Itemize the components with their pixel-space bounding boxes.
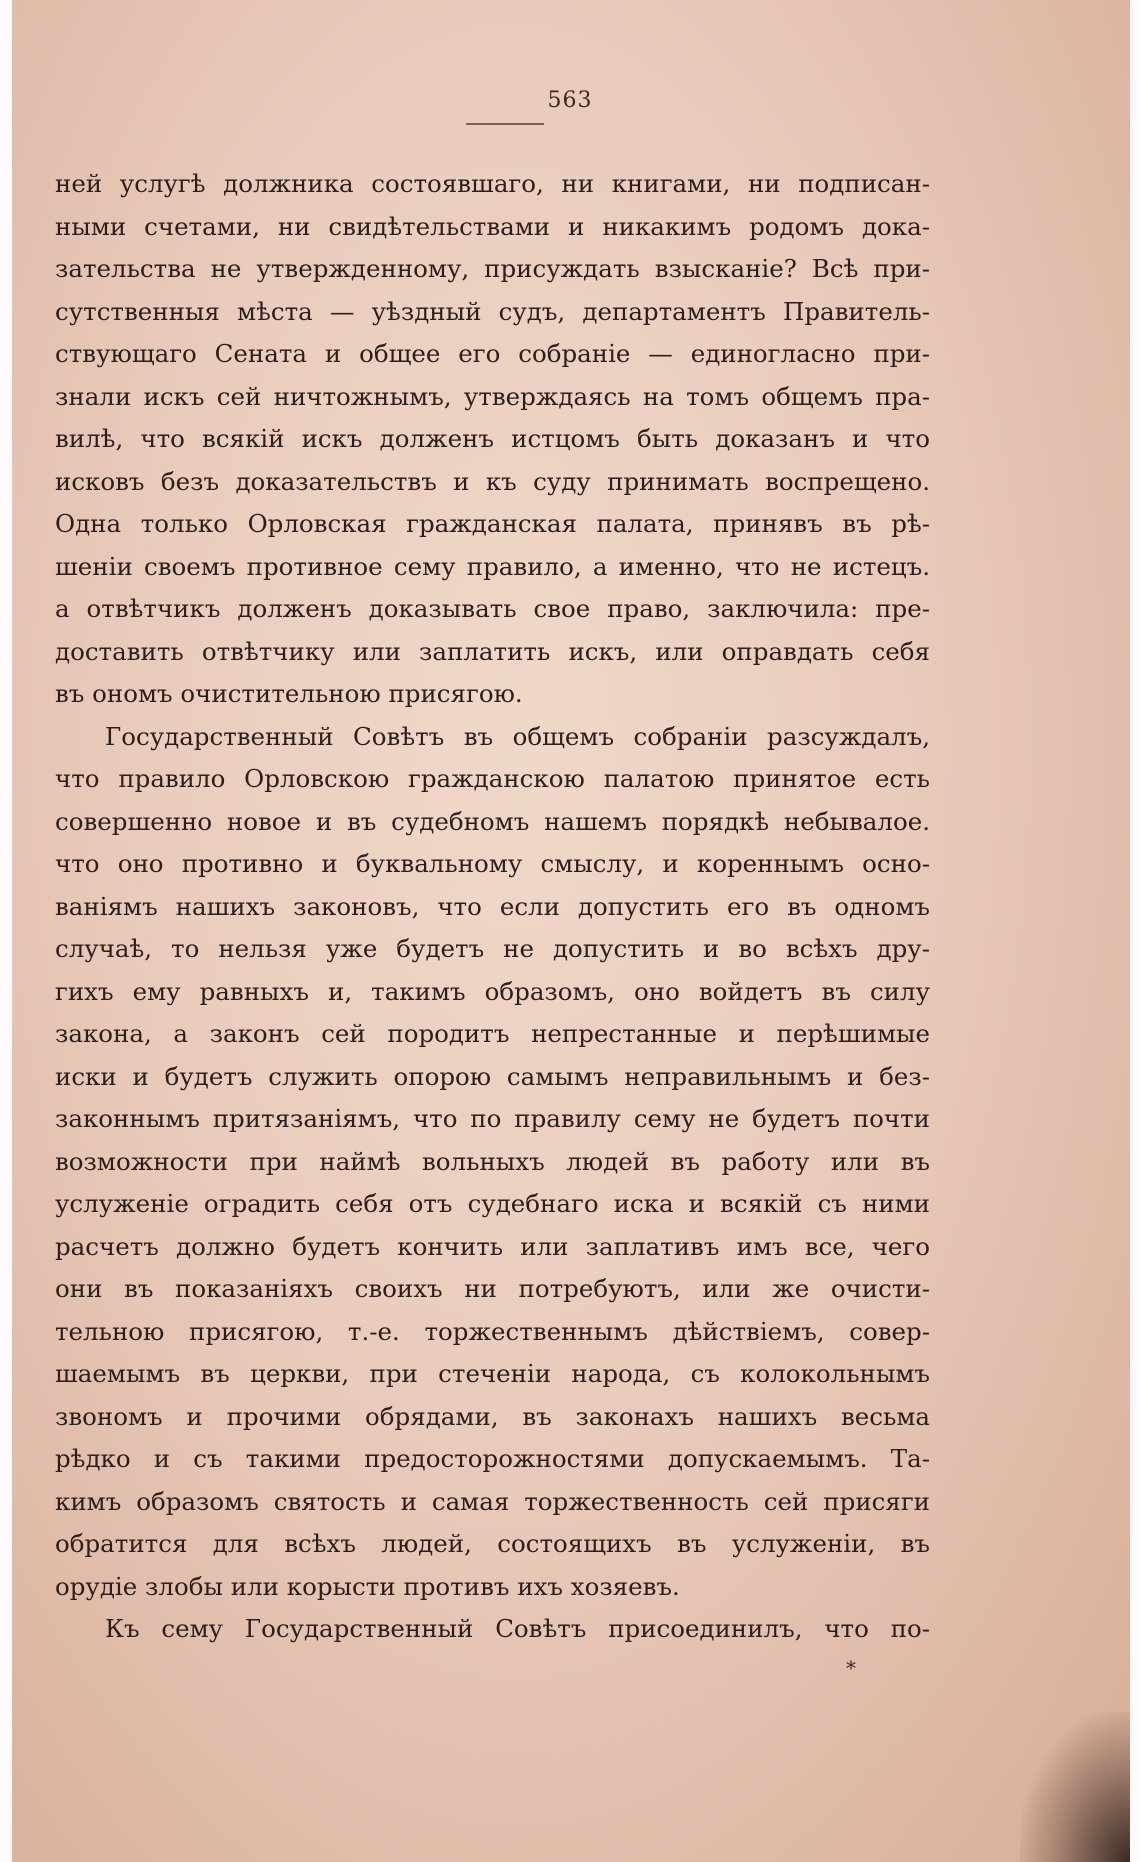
text-line: обратится для всѣхъ людей, состоящихъ въ услуженіи, въ bbox=[55, 1529, 930, 1558]
text-line: иски и будетъ служить опорою самымъ неправильнымъ и без- bbox=[55, 1061, 930, 1091]
text-line: кимъ образомъ святость и самая торжественность сей присяги bbox=[55, 1486, 930, 1516]
text-line: доставить отвѣтчику или заплатить искъ, или оправдать себя bbox=[55, 636, 930, 666]
text-line: орудіе злобы или корысти противъ ихъ хозяевъ. bbox=[55, 1571, 680, 1601]
text-line: ными счетами, ни свидѣтельствами и никакимъ родомъ дока- bbox=[55, 211, 930, 241]
text-line: возможности при наймѣ вольныхъ людей въ работу или въ bbox=[55, 1146, 930, 1176]
page-number: 563 bbox=[547, 88, 593, 113]
text-line: тельною присягою, т.-е. торжественнымъ дѣйствіемъ, совер- bbox=[55, 1316, 930, 1346]
body-text bbox=[55, 163, 930, 1651]
text-line: сутственныя мѣста — уѣздный судъ, департаментъ Правитель- bbox=[55, 296, 930, 326]
page-number-rule bbox=[466, 123, 544, 125]
text-line: а отвѣтчикъ долженъ доказывать свое право, заключила: пре- bbox=[55, 594, 930, 623]
text-line: зательства не утвержденному, присуждать взысканіе? Всѣ при- bbox=[55, 254, 930, 283]
text-line: знали искъ сей ничтожнымъ, утверждаясь на томъ общемъ пра- bbox=[55, 381, 930, 411]
text-line: въ ономъ очистительною присягою. bbox=[55, 679, 523, 708]
signature-mark: * bbox=[846, 1656, 856, 1680]
text-line: что правило Орловскою гражданскою палатою принятое есть bbox=[55, 764, 930, 793]
text-line: звономъ и прочими обрядами, въ законахъ нашихъ весьма bbox=[55, 1401, 930, 1431]
text-line: закона, а законъ сей породитъ непрестанные и перѣшимые bbox=[55, 1019, 930, 1048]
text-line: ствующаго Сената и общее его собраніе — единогласно при- bbox=[55, 339, 930, 368]
paragraph-first-line: Государственный Совѣтъ въ общемъ собраніи разсуждалъ, bbox=[105, 721, 930, 751]
text-line: что оно противно и буквальному смыслу, и кореннымъ осно- bbox=[55, 849, 930, 878]
text-line: совершенно новое и въ судебномъ нашемъ порядкѣ небывалое. bbox=[55, 806, 930, 836]
text-line: ней услугѣ должника состоявшаго, ни книгами, ни подписан- bbox=[55, 169, 930, 198]
text-line: расчетъ должно будетъ кончить или заплативъ имъ все, чего bbox=[55, 1231, 930, 1261]
text-line: ваніямъ нашихъ законовъ, что если допустить его въ одномъ bbox=[55, 891, 930, 921]
text-line: рѣдко и съ такими предосторожностями допускаемымъ. Та- bbox=[55, 1444, 930, 1473]
text-line: Одна только Орловская гражданская палата, принявъ въ рѣ- bbox=[55, 509, 930, 538]
text-line: законнымъ притязаніямъ, что по правилу сему не будетъ почти bbox=[55, 1104, 930, 1133]
text-line: шаемымъ въ церкви, при стеченіи народа, съ колокольнымъ bbox=[55, 1359, 930, 1388]
paragraph-first-line: Къ сему Государственный Совѣтъ присоединилъ, что по- bbox=[105, 1614, 930, 1643]
page-shadow bbox=[1020, 1712, 1130, 1862]
text-line: услуженіе оградить себя отъ судебнаго иска и всякій съ ними bbox=[55, 1189, 930, 1218]
text-line: они въ показаніяхъ своихъ ни потребуютъ, или же очисти- bbox=[55, 1274, 930, 1303]
text-line: гихъ ему равныхъ и, такимъ образомъ, оно войдетъ въ силу bbox=[55, 976, 930, 1006]
text-line: шеніи своемъ противное сему правило, а именно, что не истецъ. bbox=[55, 551, 930, 581]
text-line: вилѣ, что всякій искъ долженъ истцомъ быть доказанъ и что bbox=[55, 424, 930, 453]
text-line: случаѣ, то нельзя уже будетъ не допустить и во всѣхъ дру- bbox=[55, 934, 930, 963]
text-line: исковъ безъ доказательствъ и къ суду принимать воспрещено. bbox=[55, 466, 930, 496]
